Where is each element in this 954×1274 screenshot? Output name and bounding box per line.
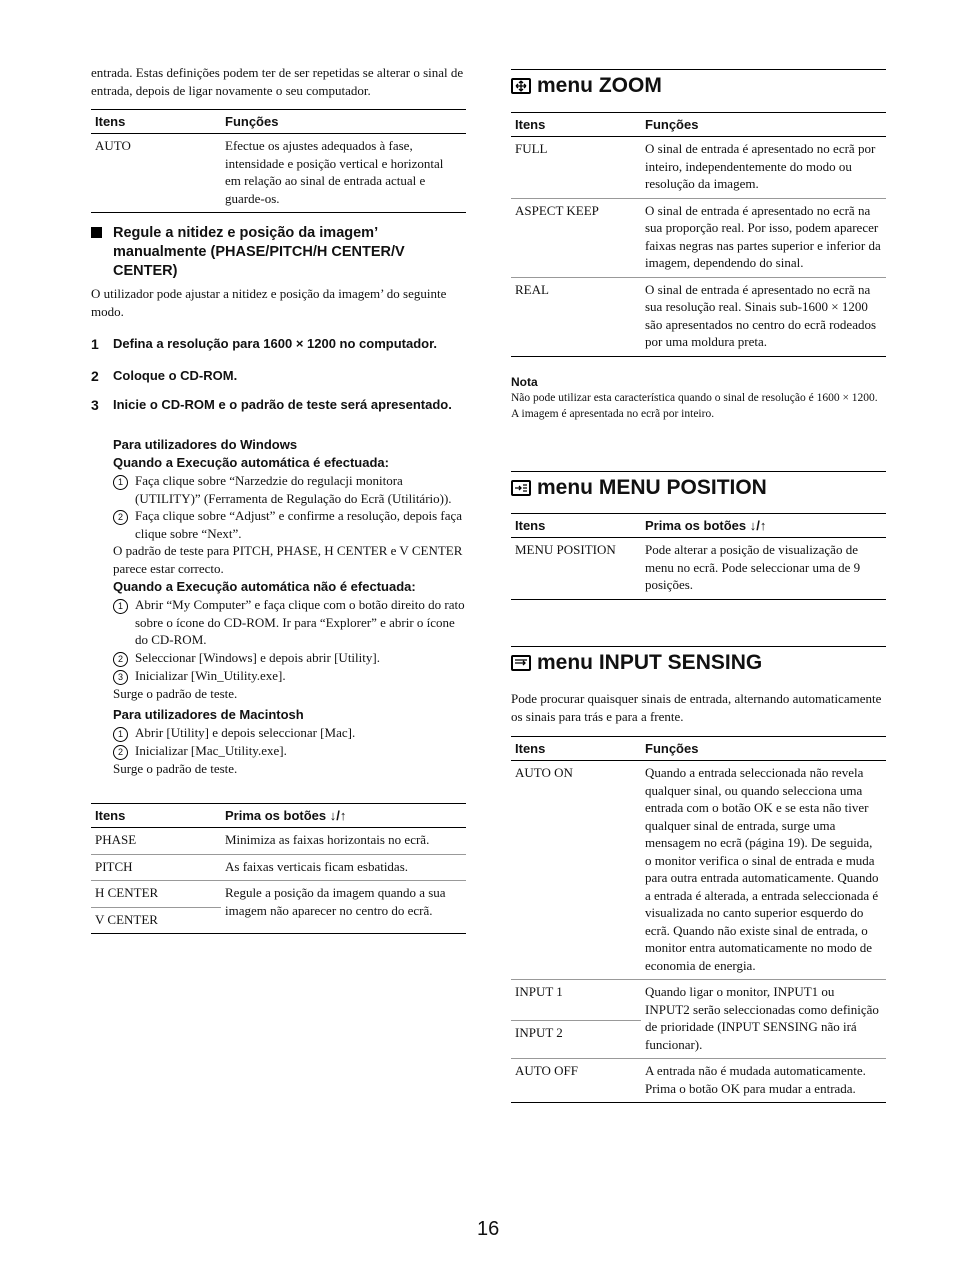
table-header: Funções — [641, 737, 886, 761]
windows-instructions — [113, 436, 466, 778]
function-cell: Efectue os ajustes adequados à fase, intensidade e posição vertical e horizontal em relação ao sinal de entrada actual e guarde-os. — [221, 134, 466, 213]
function-cell: Quando a entrada seleccionada não revela qualquer sinal, ou quando selecciona uma entrada com o botão OK e se esta não tiver qualquer sinal de entrada, surge uma mensagem no ecrã (página 19). De seguida, o monitor verifica o sinal de entrada e muda para outra entrada automaticamente. Quando a entrada é alterada, a entrada seleccionada é visualizada no canto superior esquerdo do ecrã. Quando não existe sinal de entrada, o monitor entra automaticamente no modo de economia de energia. — [641, 761, 886, 980]
step-text: Defina a resolução para 1600 × 1200 no computador. — [113, 336, 438, 351]
intro-text: entrada. Estas definições podem ter de ser repetidas se alterar o sinal de entrada, depois de ligar novamente o seu computador. — [91, 65, 464, 98]
auto-no-title: Quando a Execução automática não é efectuada: — [113, 579, 416, 594]
function-cell: Pode alterar a posição de visualização de menu no ecrã. Pode seleccionar uma de 9 posições. — [641, 538, 886, 600]
circled-number: 2 — [113, 510, 128, 525]
list-item — [113, 724, 466, 742]
list-item-text: Abrir [Utility] e depois seleccionar [Mac]. — [135, 725, 356, 740]
menu-position-heading — [511, 471, 886, 500]
menu-position-icon — [511, 480, 531, 496]
function-cell: O sinal de entrada é apresentado no ecrã na sua resolução real. Sinais sub-1600 × 1200 são apresentados no centro do ecrã rodeados por uma moldura preta. — [641, 277, 886, 356]
list-item — [113, 667, 466, 685]
function-cell: O sinal de entrada é apresentado no ecrã na sua proporção real. Por isso, podem aparecer faixas negras nas partes superior e inferior da imagem, dependendo do sinal. — [641, 198, 886, 277]
item-cell: AUTO — [91, 134, 221, 213]
input-sensing-icon — [511, 655, 531, 671]
page-number: 16 — [477, 1218, 500, 1240]
zoom-title: menu ZOOM — [537, 74, 662, 97]
function-cell: A entrada não é mudada automaticamente. Prima o botão OK para mudar a entrada. — [641, 1059, 886, 1103]
item-cell: PHASE — [91, 828, 221, 855]
table-header: Funções — [221, 110, 466, 134]
table-row — [91, 854, 466, 881]
square-bullet-icon — [91, 227, 102, 238]
mac-title: Para utilizadores de Macintosh — [113, 707, 304, 722]
table-header: Funções — [641, 113, 886, 137]
circled-number: 2 — [113, 745, 128, 760]
list-item-text: Inicializar [Win_Utility.exe]. — [135, 667, 286, 683]
list-item — [113, 472, 466, 507]
zoom-note — [511, 374, 886, 422]
function-cell: O sinal de entrada é apresentado no ecrã por inteiro, independentemente do modo ou resolução da imagem. — [641, 137, 886, 199]
step-1 — [91, 335, 466, 353]
item-cell: ASPECT KEEP — [511, 198, 641, 277]
circled-number: 1 — [113, 475, 128, 490]
item-cell: AUTO ON — [511, 761, 641, 980]
menu-position-title: menu MENU POSITION — [537, 476, 767, 499]
input-sensing-table — [511, 736, 886, 1103]
list-item — [113, 649, 466, 667]
step-number: 2 — [91, 368, 99, 384]
list-item-text: Faça clique sobre “Adjust” e confirme a resolução, depois faça clique sobre “Next”. — [135, 508, 463, 541]
step-text: Inicie o CD-ROM e o padrão de teste será apresentado. — [113, 397, 452, 412]
step-3 — [91, 396, 466, 414]
section-heading — [91, 224, 466, 281]
table-row — [511, 761, 886, 980]
step-text: Coloque o CD-ROM. — [113, 368, 238, 383]
step-2 — [91, 367, 466, 385]
table-header: Itens — [91, 110, 221, 134]
function-cell: As faixas verticais ficam esbatidas. — [221, 854, 466, 881]
input-sensing-title: menu INPUT SENSING — [537, 651, 763, 674]
step-number: 1 — [91, 336, 99, 352]
table-row — [511, 198, 886, 277]
input-sensing-heading — [511, 646, 886, 675]
adjust-table — [91, 803, 466, 934]
list-item — [113, 507, 466, 542]
section-intro: O utilizador pode ajustar a nitidez e posição da imagem’ do seguinte modo. — [91, 286, 447, 319]
circled-number: 3 — [113, 670, 128, 685]
note-text: Não pode utilizar esta característica quando o sinal de resolução é 1600 × 1200. A imagem é apresentada no ecrã por inteiro. — [511, 392, 878, 420]
input-sensing-intro: Pode procurar quaisquer sinais de entrada, alternando automaticamente os sinais para trás e para a frente. — [511, 691, 882, 724]
table-row — [511, 277, 886, 356]
item-cell: MENU POSITION — [511, 538, 641, 600]
auto-yes-after: O padrão de teste para PITCH, PHASE, H CENTER e V CENTER parece estar correcto. — [113, 543, 463, 576]
item-cell: INPUT 1 — [511, 980, 641, 1021]
list-item — [113, 596, 466, 649]
item-cell: H CENTER — [91, 881, 221, 908]
table-row — [511, 980, 886, 1021]
list-item-text: Seleccionar [Windows] e depois abrir [Utility]. — [135, 649, 380, 665]
mac-after: Surge o padrão de teste. — [113, 761, 238, 776]
function-cell: Minimiza as faixas horizontais no ecrã. — [221, 828, 466, 855]
circled-number: 2 — [113, 652, 128, 667]
table-header: Itens — [91, 804, 221, 828]
list-item-text: Inicializar [Mac_Utility.exe]. — [135, 743, 287, 758]
circled-number: 1 — [113, 599, 128, 614]
function-cell: Quando ligar o monitor, INPUT1 ou INPUT2 serão seleccionadas como definição de prioridade (INPUT SENSING não irá funcionar). — [641, 980, 886, 1059]
list-item-text: Abrir “My Computer” e faça clique com o botão direito do rato sobre o ícone do CD-ROM. Ir para “Explorer” e abrir o ícone do CD-ROM. — [135, 597, 465, 647]
menu-position-table — [511, 513, 886, 600]
list-item — [113, 742, 466, 760]
table-header: Itens — [511, 737, 641, 761]
auto-table — [91, 109, 466, 213]
zoom-heading — [511, 69, 886, 98]
auto-no-after: Surge o padrão de teste. — [113, 685, 238, 701]
step-number: 3 — [91, 397, 99, 413]
item-cell: V CENTER — [91, 907, 221, 934]
circled-number: 1 — [113, 727, 128, 742]
table-row — [511, 137, 886, 199]
zoom-table — [511, 112, 886, 357]
section-title: Regule a nitidez e posição da imagem’ manualmente (PHASE/PITCH/H CENTER/V CENTER) — [113, 225, 405, 279]
function-cell: Regule a posição da imagem quando a sua imagem não aparecer no centro do ecrã. — [221, 881, 466, 934]
table-row — [91, 134, 466, 213]
note-title: Nota — [511, 375, 538, 389]
table-header: Prima os botões ↓/↑ — [221, 804, 466, 828]
table-row — [91, 881, 466, 908]
item-cell: REAL — [511, 277, 641, 356]
list-item-text: Faça clique sobre “Narzedzie do regulacji monitora (UTILITY)” (Ferramenta de Regulação do Ecrã (Utilitário)). — [135, 473, 452, 506]
item-cell: FULL — [511, 137, 641, 199]
table-row — [511, 1059, 886, 1103]
auto-yes-title: Quando a Execução automática é efectuada: — [113, 455, 389, 470]
zoom-icon — [511, 78, 531, 94]
item-cell: INPUT 2 — [511, 1021, 641, 1059]
item-cell: AUTO OFF — [511, 1059, 641, 1103]
table-header: Itens — [511, 514, 641, 538]
table-row — [511, 538, 886, 600]
table-header: Itens — [511, 113, 641, 137]
table-row — [91, 828, 466, 855]
table-header: Prima os botões ↓/↑ — [641, 514, 886, 538]
item-cell: PITCH — [91, 854, 221, 881]
windows-title: Para utilizadores do Windows — [113, 437, 298, 452]
